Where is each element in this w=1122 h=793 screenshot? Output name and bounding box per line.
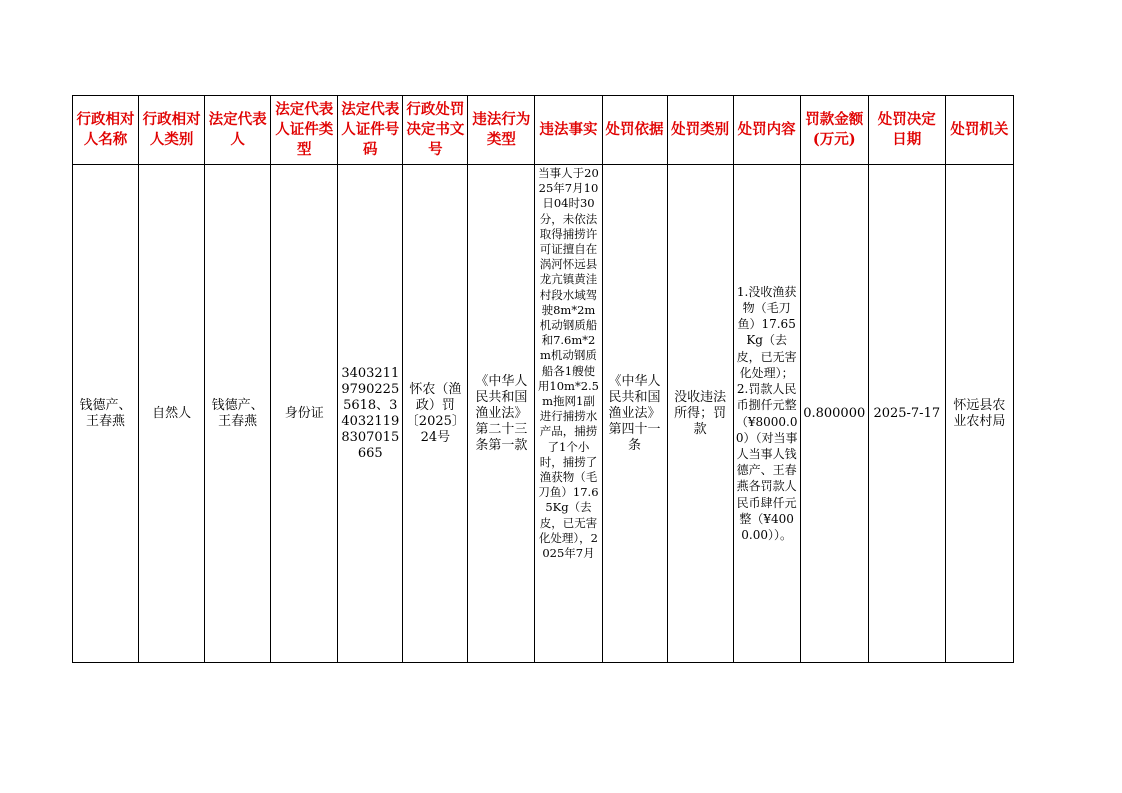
penalty-table <box>72 95 1014 663</box>
header-violation-type: 违法行为类型 <box>468 96 535 165</box>
cell-amount: 0.800000 <box>800 165 868 663</box>
cell-legal-rep: 钱德产、王春燕 <box>205 165 271 663</box>
cell-category: 没收违法所得；罚款 <box>667 165 733 663</box>
cell-date: 2025-7-17 <box>868 165 945 663</box>
cell-basis: 《中华人民共和国渔业法》第四十一条 <box>602 165 667 663</box>
cell-content: 1.没收渔获物（毛刀鱼）17.65Kg（去皮，已无害化处理）；2.罚款人民币捌仟元整（¥8000.00）（对当事人当事人钱德产、王春燕各罚款人民币肆仟元整（¥4000.00））。 <box>733 165 800 663</box>
cell-facts: 当事人于2025年7月10日04时30分，未依法取得捕捞许可证擅自在涡河怀远县龙亢镇黄洼村段水域驾驶8m*2m机动钢质船和7.6m*2m机动钢质船各1艘使用10m*2.5m拖网1副进行捕捞水产品，捕捞了1个小时，捕捞了渔获物（毛刀鱼）17.65Kg（去皮，已无害化处理），2025年7月 <box>537 166 599 561</box>
table-row <box>73 165 1014 663</box>
cell-party-name: 钱德产、王春燕 <box>73 165 139 663</box>
header-category: 处罚类别 <box>667 96 733 165</box>
header-decision-no: 行政处罚决定书文号 <box>403 96 468 165</box>
header-legal-rep: 法定代表人 <box>205 96 271 165</box>
header-row <box>73 96 1014 165</box>
header-basis: 处罚依据 <box>602 96 667 165</box>
header-id-type: 法定代表人证件类型 <box>271 96 338 165</box>
cell-decision-no: 怀农（渔政）罚〔2025〕24号 <box>403 165 468 663</box>
header-facts: 违法事实 <box>535 96 602 165</box>
header-id-number: 法定代表人证件号码 <box>338 96 403 165</box>
header-content: 处罚内容 <box>733 96 800 165</box>
header-party-name: 行政相对人名称 <box>73 96 139 165</box>
header-authority: 处罚机关 <box>945 96 1013 165</box>
cell-violation-type: 《中华人民共和国渔业法》第二十三条第一款 <box>468 165 535 663</box>
header-party-category: 行政相对人类别 <box>139 96 205 165</box>
cell-party-category: 自然人 <box>139 165 205 663</box>
header-amount: 罚款金额(万元) <box>800 96 868 165</box>
header-date: 处罚决定日期 <box>868 96 945 165</box>
cell-id-number: 340321197902255618、340321198307015665 <box>338 165 403 663</box>
cell-authority: 怀远县农业农村局 <box>945 165 1013 663</box>
cell-facts-container <box>535 165 602 663</box>
cell-id-type: 身份证 <box>271 165 338 663</box>
